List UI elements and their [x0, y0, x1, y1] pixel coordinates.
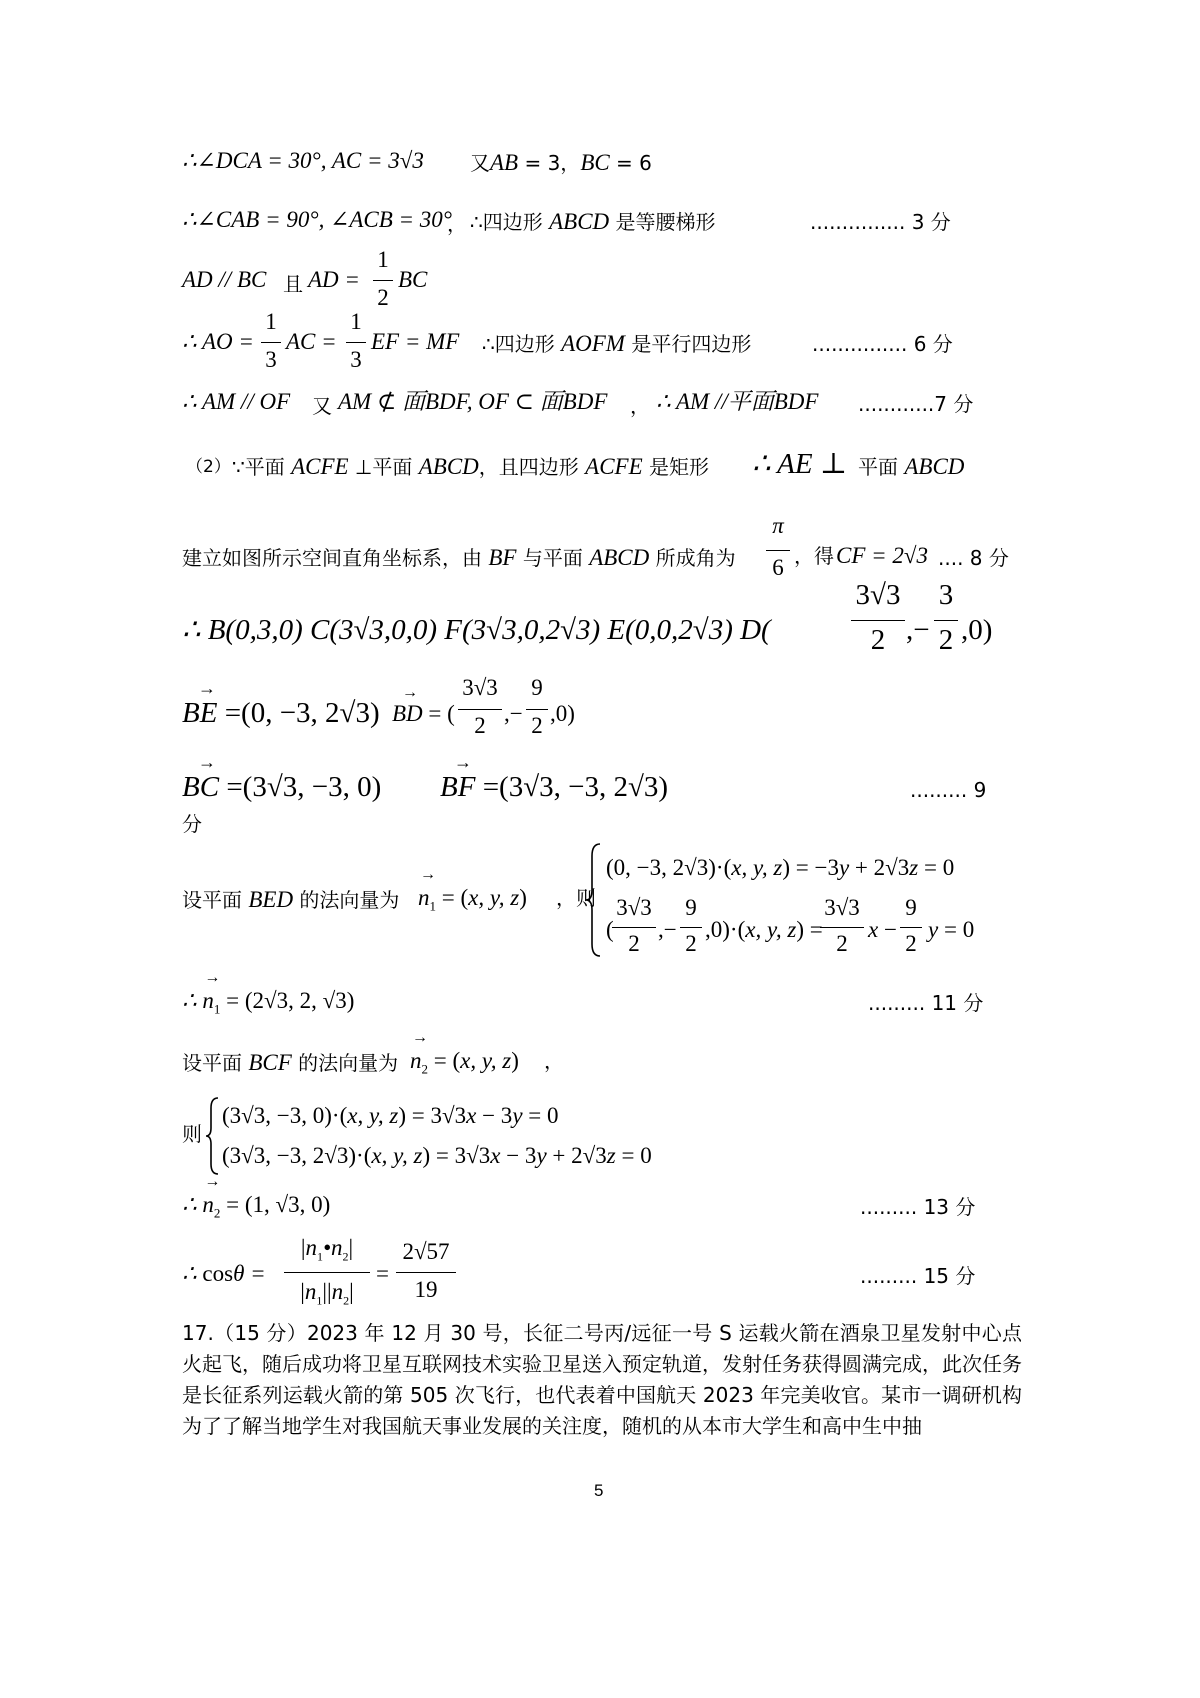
frac-num: π — [772, 513, 784, 538]
system-eq-2-d: x − — [868, 917, 897, 942]
frac-den: 2 — [377, 285, 389, 310]
line5-formula-c: ∴ AM //平面BDF — [656, 389, 819, 414]
frac-num: 1 — [377, 247, 389, 272]
frac-num: 9 — [531, 675, 543, 700]
n2-result: ∴ $n_2$ → = (1, √3, 0) — [182, 1173, 331, 1221]
frac-num: 3√3 — [855, 579, 901, 611]
line4-text: ∴四边形 AOFM 是平行四边形 — [482, 331, 752, 356]
line2-formula: ∴∠CAB = 90°, ∠ACB = 30° — [182, 207, 452, 232]
frac-den: 19 — [414, 1277, 438, 1302]
line2-comma: ， — [447, 212, 467, 236]
frac-den: 2 — [685, 931, 697, 956]
line4-formula-b: AC = — [286, 329, 337, 354]
frac-den: 2 — [905, 931, 917, 956]
brace-icon — [584, 842, 604, 958]
vector-bd: BD → = ( — [392, 684, 455, 726]
frac-bar — [261, 342, 281, 343]
part-2-label: （2） — [186, 457, 231, 477]
frac-den: 2 — [870, 624, 886, 656]
frac-bar — [900, 927, 922, 928]
line7-formula: CF = 2√3 — [836, 543, 929, 568]
frac-num: 1 — [265, 309, 277, 334]
vector-be: BE → =(0, −3, 2√3) — [182, 678, 380, 729]
frac-bar — [458, 709, 502, 710]
line4-formula-a: ∴ AO = — [182, 329, 254, 354]
line7-text-a: 建立如图所示空间直角坐标系，由 BF 与平面 ABCD 所成角为 — [182, 545, 736, 570]
frac-bar — [526, 709, 548, 710]
coord-end: ,0) — [961, 614, 993, 646]
line1-text: 又AB = 3，BC = 6 — [470, 150, 652, 175]
frac-bar — [396, 1272, 456, 1273]
normal-vector-n1: $n_1$ → = (x, y, z) — [418, 866, 527, 914]
line13-comma: ， — [544, 1049, 564, 1073]
line6-text-end: 平面 ABCD — [858, 454, 965, 479]
coord-sep: ,− — [906, 614, 930, 646]
score-marker: ............... 6 分 — [812, 332, 953, 356]
frac-den: 2 — [836, 931, 848, 956]
frac-den: 3 — [265, 347, 277, 372]
vec-sep: ,− — [504, 701, 523, 726]
system-eq-2-b: ,− — [658, 917, 677, 942]
system-eq-1: (0, −3, 2√3)·(x, y, z) = −3y + 2√3z = 0 — [606, 855, 955, 880]
frac-num: 9 — [905, 895, 917, 920]
frac-bar — [680, 927, 702, 928]
frac-den: $|n_1||n_2|$ — [300, 1279, 354, 1308]
problem-17-text: 17.（15 分）2023 年 12 月 30 号，长征二号丙/远征一号 S 运载火箭在酒泉卫星发射中心点火起飞，随后成功将卫星互联网技术实验卫星送入预定轨道，发射任务获得圆满完成，此次任务是长征系列运载火箭的第 505 次飞行，也代表着中国航天 2023 年完美收官。某市一调研机构为了了解当地学生对我国航天事业发展的关注度，随机的从本市大学生和高中生中抽 — [182, 1321, 1022, 1438]
normal-vector-n2: $n_2$ → = (x, y, z) — [410, 1029, 519, 1077]
line3-formula: AD = — [308, 267, 360, 292]
frac-bar — [346, 342, 366, 343]
page-number: 5 — [594, 1481, 604, 1500]
frac-bar — [284, 1272, 370, 1273]
vec-end: ,0) — [550, 701, 575, 726]
n1-result: ∴ $n_1$ → = (2√3, 2, √3) — [182, 969, 355, 1017]
frac-num: 3√3 — [616, 895, 652, 920]
system-eq-2-c: ,0)·(x, y, z) = — [705, 917, 823, 942]
line6-text: ∵平面 ACFE ⊥平面 ABCD，且四边形 ACFE 是矩形 — [232, 454, 710, 479]
cos-formula-a: ∴ cosθ = — [182, 1261, 266, 1286]
line11-then: ，则 — [556, 886, 596, 910]
line5-comma: ， — [630, 394, 650, 418]
line6-formula: ∴ AE ⊥ — [752, 448, 848, 480]
frac-den: 2 — [938, 624, 954, 656]
frac-bar — [766, 550, 790, 551]
score-marker: .... 8 分 — [938, 546, 1009, 570]
frac-num: 3√3 — [824, 895, 860, 920]
frac-bar — [934, 620, 958, 621]
line5-formula-a: ∴ AM // OF — [182, 389, 291, 414]
frac-num: 1 — [350, 309, 362, 334]
system2-eq-2: (3√3, −3, 2√3)·(x, y, z) = 3√3x − 3y + 2√3z = 0 — [222, 1143, 652, 1168]
score-marker: ............7 分 — [858, 392, 974, 416]
line3-bc: BC — [398, 267, 428, 292]
score-unit: 分 — [182, 812, 202, 836]
system-eq-2-a: ( — [606, 917, 614, 942]
frac-bar — [612, 927, 656, 928]
line1-formula: ∴∠DCA = 30°, AC = 3√3 — [182, 148, 424, 173]
brace-icon — [204, 1096, 222, 1176]
score-marker: ......... 11 分 — [868, 991, 984, 1015]
frac-num: 3 — [938, 579, 954, 611]
score-marker: ......... 15 分 — [860, 1264, 976, 1288]
frac-bar — [820, 927, 864, 928]
frac-num: 9 — [685, 895, 697, 920]
line5-formula-b: AM ⊄ 面BDF, OF ⊂ 面BDF — [338, 389, 608, 414]
line3-and: 且 — [283, 272, 303, 296]
frac-bar — [851, 620, 905, 621]
line5-also: 又 — [312, 394, 332, 418]
cos-eq: = — [376, 1261, 389, 1286]
line14-then: 则 — [182, 1122, 202, 1146]
frac-den: 2 — [474, 713, 486, 738]
line4-formula-c: EF = MF — [371, 329, 460, 354]
frac-den: 2 — [628, 931, 640, 956]
line13-text: 设平面 BCF 的法向量为 — [182, 1050, 399, 1075]
frac-num: 2√57 — [402, 1239, 450, 1264]
score-marker: ............... 3 分 — [810, 210, 951, 234]
line7-text-b: ，得 — [794, 544, 834, 568]
score-marker: ......... 13 分 — [860, 1195, 976, 1219]
system-eq-2-e: y = 0 — [928, 917, 975, 942]
vector-bc: BC → =(3√3, −3, 0) — [182, 752, 382, 803]
coordinates-formula: ∴ B(0,3,0) C(3√3,0,0) F(3√3,0,2√3) E(0,0,2√3) D( — [182, 614, 771, 646]
line2-text: ∴四边形 ABCD 是等腰梯形 — [470, 209, 716, 234]
line11-text: 设平面 BED 的法向量为 — [182, 887, 400, 912]
line3-parallel: AD // BC — [182, 267, 267, 292]
frac-den: 3 — [350, 347, 362, 372]
vector-bf: BF → =(3√3, −3, 2√3) — [440, 752, 669, 803]
frac-bar — [373, 280, 393, 281]
frac-num: $|n_1•n_2|$ — [300, 1235, 354, 1264]
frac-den: 2 — [531, 713, 543, 738]
system2-eq-1: (3√3, −3, 0)·(x, y, z) = 3√3x − 3y = 0 — [222, 1103, 559, 1128]
frac-den: 6 — [772, 555, 784, 580]
score-marker: ......... 9 — [910, 778, 987, 802]
frac-num: 3√3 — [462, 675, 498, 700]
